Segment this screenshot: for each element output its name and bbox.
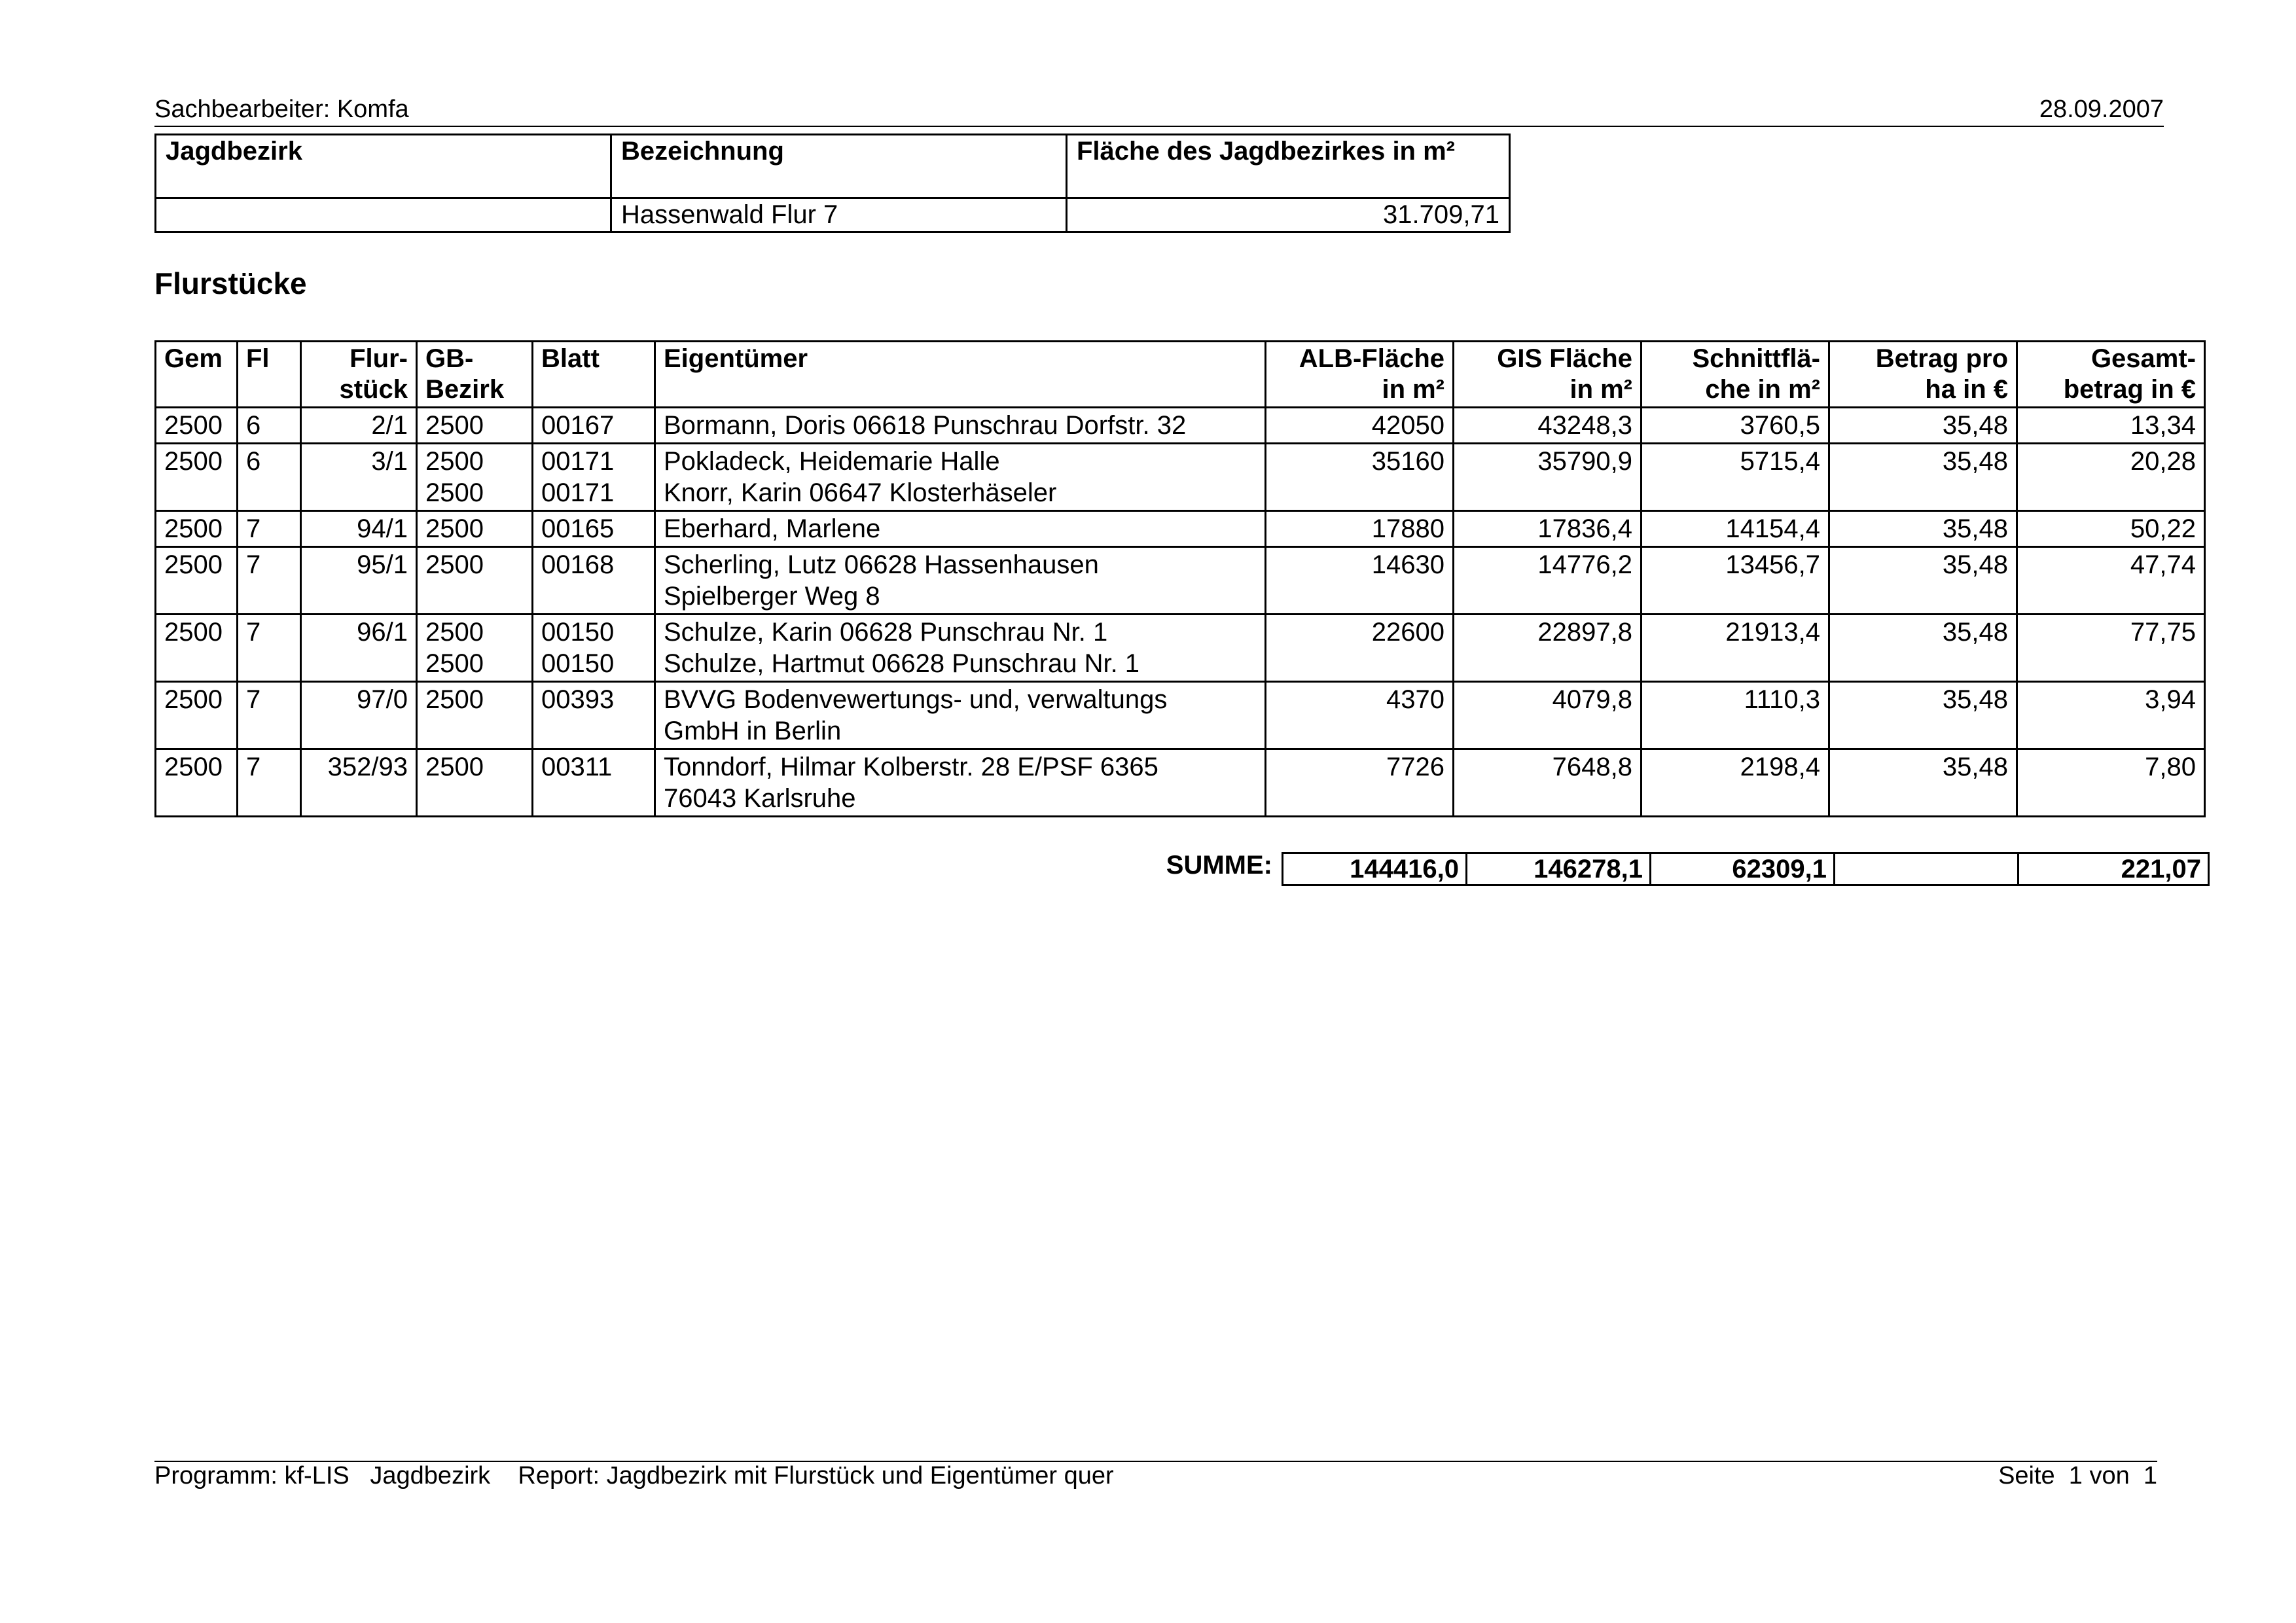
gb-bezirk-cell <box>417 511 533 547</box>
column-header-line: Betrag pro <box>1875 344 2008 373</box>
column-header-line: stück <box>339 375 408 404</box>
eigentuemer-cell-line: Schulze, Hartmut 06628 Punschrau Nr. 1 <box>664 649 1140 678</box>
column-header-line: Gem <box>164 344 223 373</box>
eigentuemer-cell-line: 76043 Karlsruhe <box>664 784 856 813</box>
summe-gesamt: 221,07 <box>2018 853 2209 885</box>
gesamtbetrag-cell: 47,74 <box>2017 547 2205 615</box>
column-header-line: Flur- <box>350 344 408 373</box>
summe-schnitt: 62309,1 <box>1651 853 1835 885</box>
column-header-line: Blatt <box>541 344 600 373</box>
table-row <box>156 749 2205 817</box>
gb-bezirk-cell <box>417 682 533 749</box>
blatt-cell-line: 00167 <box>541 411 615 440</box>
footer-program: Programm: kf-LIS Jagdbezirk Report: Jagdbezirk mit Flurstück und Eigentümer quer <box>154 1462 1114 1489</box>
summe-row <box>1283 853 2209 885</box>
blatt-cell <box>533 615 655 682</box>
blatt-cell-line: 00393 <box>541 685 615 714</box>
eigentuemer-cell-line: Spielberger Weg 8 <box>664 582 880 611</box>
header-divider <box>154 126 2164 127</box>
flurstueck-cell: 94/1 <box>301 511 417 547</box>
summe-betrag <box>1835 853 2018 885</box>
schnittflaeche-cell: 3760,5 <box>1641 408 1829 444</box>
schnittflaeche-cell: 21913,4 <box>1641 615 1829 682</box>
eigentuemer-cell-line: Schulze, Karin 06628 Punschrau Nr. 1 <box>664 618 1108 647</box>
flurstuecke-header-row <box>156 342 2205 408</box>
summe-label: SUMME: <box>1166 851 1272 880</box>
gis-flaeche-cell: 22897,8 <box>1454 615 1641 682</box>
fl-cell: 7 <box>238 749 301 817</box>
alb-flaeche-cell: 14630 <box>1266 547 1454 615</box>
blatt-cell-line: 00311 <box>541 753 613 781</box>
betrag-cell: 35,48 <box>1829 749 2017 817</box>
alb-flaeche-cell: 7726 <box>1266 749 1454 817</box>
report-date: 28.09.2007 <box>2039 96 2164 123</box>
gis-flaeche-cell: 43248,3 <box>1454 408 1641 444</box>
alb-flaeche-cell: 17880 <box>1266 511 1454 547</box>
eigentuemer-cell-line: Pokladeck, Heidemarie Halle <box>664 447 1000 476</box>
column-header: Fläche des Jagdbezirkes in m² <box>1067 135 1510 198</box>
betrag-cell: 35,48 <box>1829 408 2017 444</box>
gb-bezirk-cell-line: 2500 <box>425 550 484 579</box>
alb-flaeche-cell: 35160 <box>1266 444 1454 511</box>
eigentuemer-cell-line: Bormann, Doris 06618 Punschrau Dorfstr. 32 <box>664 411 1187 440</box>
gesamtbetrag-cell: 13,34 <box>2017 408 2205 444</box>
table-row <box>156 547 2205 615</box>
column-header-line: GB- <box>425 344 474 373</box>
schnittflaeche-cell: 1110,3 <box>1641 682 1829 749</box>
blatt-cell-line: 00171 <box>541 478 615 507</box>
column-header <box>417 342 533 408</box>
fl-cell: 6 <box>238 444 301 511</box>
column-header: Jagdbezirk <box>156 135 611 198</box>
eigentuemer-cell-line: GmbH in Berlin <box>664 717 842 745</box>
eigentuemer-cell <box>655 408 1266 444</box>
gb-bezirk-cell-line: 2500 <box>425 649 484 678</box>
eigentuemer-cell <box>655 547 1266 615</box>
table-row <box>156 511 2205 547</box>
blatt-cell-line: 00150 <box>541 649 615 678</box>
column-header <box>301 342 417 408</box>
blatt-cell-line: 00150 <box>541 618 615 647</box>
jagdbezirk-cell <box>156 198 611 232</box>
column-header-line: che in m² <box>1705 375 1820 404</box>
gis-flaeche-cell: 17836,4 <box>1454 511 1641 547</box>
table-row <box>156 408 2205 444</box>
blatt-cell <box>533 408 655 444</box>
eigentuemer-cell <box>655 511 1266 547</box>
gb-bezirk-cell-line: 2500 <box>425 753 484 781</box>
fl-cell: 7 <box>238 615 301 682</box>
blatt-cell <box>533 511 655 547</box>
column-header <box>2017 342 2205 408</box>
flurstueck-cell: 96/1 <box>301 615 417 682</box>
table-row <box>156 444 2205 511</box>
jagdbezirk-header-row <box>156 135 1510 198</box>
column-header <box>1266 342 1454 408</box>
gem-cell: 2500 <box>156 408 238 444</box>
column-header <box>156 342 238 408</box>
fl-cell: 7 <box>238 682 301 749</box>
column-header <box>1829 342 2017 408</box>
jagdbezirk-row <box>156 198 1510 232</box>
fl-cell: 6 <box>238 408 301 444</box>
gb-bezirk-cell-line: 2500 <box>425 447 484 476</box>
blatt-cell-line: 00165 <box>541 514 615 543</box>
betrag-cell: 35,48 <box>1829 682 2017 749</box>
gb-bezirk-cell-line: 2500 <box>425 618 484 647</box>
betrag-cell: 35,48 <box>1829 444 2017 511</box>
section-title: Flurstücke <box>154 266 307 300</box>
gem-cell: 2500 <box>156 682 238 749</box>
gem-cell: 2500 <box>156 615 238 682</box>
alb-flaeche-cell: 42050 <box>1266 408 1454 444</box>
column-header <box>238 342 301 408</box>
summe-gis: 146278,1 <box>1467 853 1651 885</box>
column-header-line: Bezirk <box>425 375 505 404</box>
flurstueck-cell: 97/0 <box>301 682 417 749</box>
schnittflaeche-cell: 13456,7 <box>1641 547 1829 615</box>
eigentuemer-cell <box>655 749 1266 817</box>
gem-cell: 2500 <box>156 547 238 615</box>
column-header-line: ALB-Fläche <box>1299 344 1444 373</box>
column-header-line: Eigentümer <box>664 344 808 373</box>
blatt-cell-line: 00168 <box>541 550 615 579</box>
gis-flaeche-cell: 7648,8 <box>1454 749 1641 817</box>
blatt-cell <box>533 547 655 615</box>
column-header: Bezeichnung <box>611 135 1067 198</box>
eigentuemer-cell-line: Knorr, Karin 06647 Klosterhäseler <box>664 478 1057 507</box>
footer-page-number: Seite 1 von 1 <box>1998 1462 2157 1489</box>
gb-bezirk-cell-line: 2500 <box>425 685 484 714</box>
gis-flaeche-cell: 4079,8 <box>1454 682 1641 749</box>
fl-cell: 7 <box>238 511 301 547</box>
gem-cell: 2500 <box>156 749 238 817</box>
blatt-cell <box>533 682 655 749</box>
eigentuemer-cell-line: Tonndorf, Hilmar Kolberstr. 28 E/PSF 6365 <box>664 753 1158 781</box>
gesamtbetrag-cell: 50,22 <box>2017 511 2205 547</box>
eigentuemer-cell <box>655 682 1266 749</box>
schnittflaeche-cell: 14154,4 <box>1641 511 1829 547</box>
betrag-cell: 35,48 <box>1829 511 2017 547</box>
flurstueck-cell: 95/1 <box>301 547 417 615</box>
fl-cell: 7 <box>238 547 301 615</box>
betrag-cell: 35,48 <box>1829 615 2017 682</box>
jagdbezirk-table <box>154 134 1511 233</box>
eigentuemer-cell-line: BVVG Bodenvewertungs- und, verwaltungs <box>664 685 1168 714</box>
flaeche-cell: 31.709,71 <box>1067 198 1510 232</box>
column-header <box>1454 342 1641 408</box>
gem-cell: 2500 <box>156 444 238 511</box>
column-header-line: Gesamt- <box>2090 344 2196 373</box>
gem-cell: 2500 <box>156 511 238 547</box>
gis-flaeche-cell: 14776,2 <box>1454 547 1641 615</box>
column-header <box>533 342 655 408</box>
blatt-cell <box>533 444 655 511</box>
gb-bezirk-cell <box>417 408 533 444</box>
gesamtbetrag-cell: 7,80 <box>2017 749 2205 817</box>
gesamtbetrag-cell: 77,75 <box>2017 615 2205 682</box>
column-header <box>655 342 1266 408</box>
column-header-line: in m² <box>1382 375 1444 404</box>
summe-table <box>1282 852 2210 886</box>
eigentuemer-cell <box>655 615 1266 682</box>
alb-flaeche-cell: 4370 <box>1266 682 1454 749</box>
column-header-line: ha in € <box>1925 375 2008 404</box>
eigentuemer-cell-line: Eberhard, Marlene <box>664 514 881 543</box>
summe-alb: 144416,0 <box>1283 853 1467 885</box>
gis-flaeche-cell: 35790,9 <box>1454 444 1641 511</box>
gb-bezirk-cell <box>417 444 533 511</box>
gesamtbetrag-cell: 20,28 <box>2017 444 2205 511</box>
schnittflaeche-cell: 5715,4 <box>1641 444 1829 511</box>
bezeichnung-cell: Hassenwald Flur 7 <box>611 198 1067 232</box>
gb-bezirk-cell <box>417 615 533 682</box>
flurstueck-cell: 352/93 <box>301 749 417 817</box>
gb-bezirk-cell-line: 2500 <box>425 514 484 543</box>
column-header-line: in m² <box>1570 375 1632 404</box>
column-header-line: betrag in € <box>2063 375 2196 404</box>
column-header-line: GIS Fläche <box>1497 344 1632 373</box>
gesamtbetrag-cell: 3,94 <box>2017 682 2205 749</box>
schnittflaeche-cell: 2198,4 <box>1641 749 1829 817</box>
sachbearbeiter-label: Sachbearbeiter: Komfa <box>154 96 409 123</box>
alb-flaeche-cell: 22600 <box>1266 615 1454 682</box>
gb-bezirk-cell-line: 2500 <box>425 478 484 507</box>
eigentuemer-cell <box>655 444 1266 511</box>
flurstuecke-table <box>154 340 2206 817</box>
column-header-line: Schnittflä- <box>1692 344 1820 373</box>
table-row <box>156 682 2205 749</box>
gb-bezirk-cell-line: 2500 <box>425 411 484 440</box>
eigentuemer-cell-line: Scherling, Lutz 06628 Hassenhausen <box>664 550 1099 579</box>
blatt-cell <box>533 749 655 817</box>
blatt-cell-line: 00171 <box>541 447 615 476</box>
flurstueck-cell: 3/1 <box>301 444 417 511</box>
gb-bezirk-cell <box>417 547 533 615</box>
column-header-line: Fl <box>246 344 270 373</box>
table-row <box>156 615 2205 682</box>
flurstueck-cell: 2/1 <box>301 408 417 444</box>
betrag-cell: 35,48 <box>1829 547 2017 615</box>
gb-bezirk-cell <box>417 749 533 817</box>
column-header <box>1641 342 1829 408</box>
